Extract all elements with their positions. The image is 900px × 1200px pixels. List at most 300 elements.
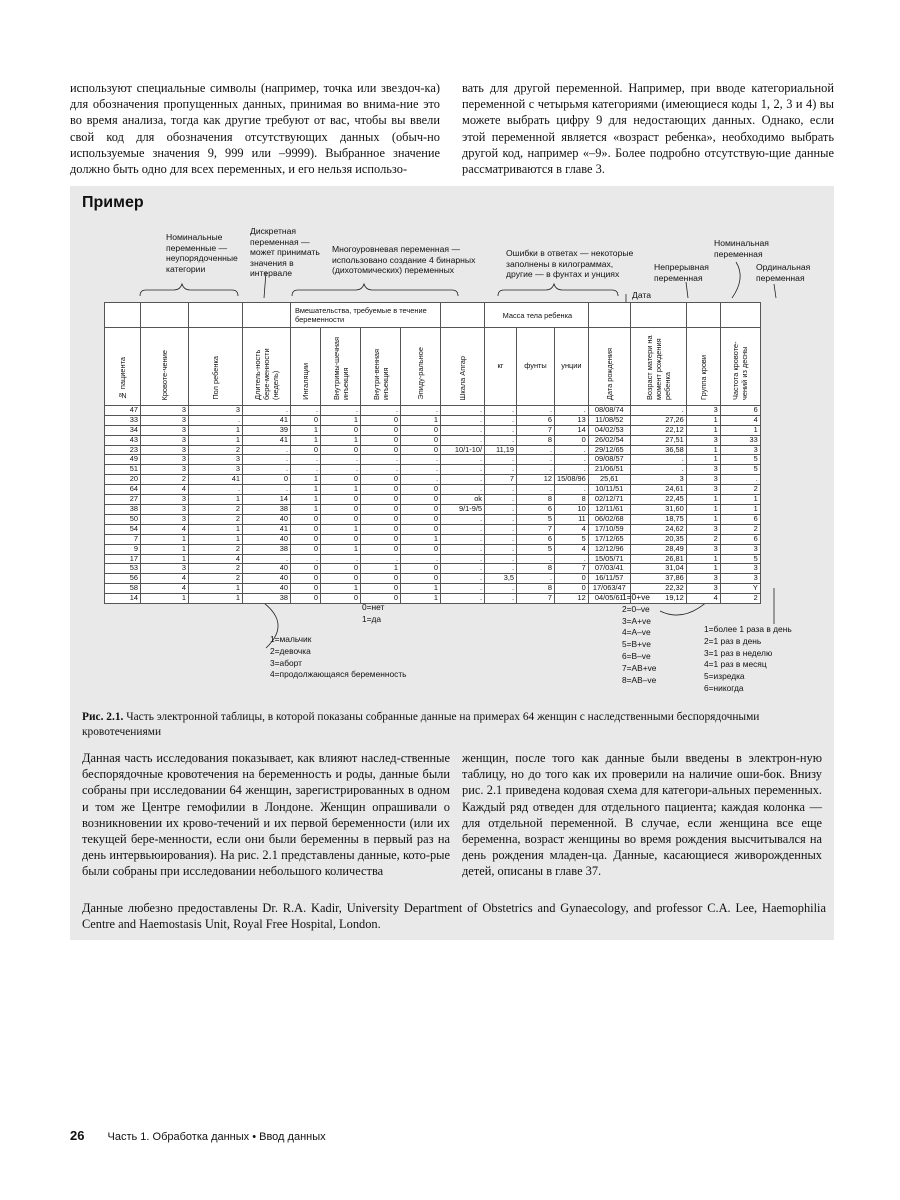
table-cell: .: [720, 475, 760, 485]
table-cell: 3,5: [485, 574, 517, 584]
table-cell: 9: [105, 544, 141, 554]
table-cell: 3: [720, 564, 760, 574]
col-kg: кг: [485, 328, 517, 406]
bracket-nominal: [140, 284, 238, 296]
table-cell: Y: [720, 584, 760, 594]
table-cell: 43: [105, 435, 141, 445]
table-cell: 0: [361, 524, 401, 534]
table-cell: 6: [720, 405, 760, 415]
table-cell: 22,32: [630, 584, 686, 594]
table-cell: 2: [141, 475, 189, 485]
table-cell: 0: [291, 544, 321, 554]
table-cell: 41: [243, 524, 291, 534]
table-cell: 3: [686, 465, 720, 475]
table-cell: 0: [361, 485, 401, 495]
col-mother-age: Возраст матери на момент рождения ребенка: [644, 335, 672, 400]
table-cell: 0: [361, 594, 401, 604]
table-cell: 4: [720, 415, 760, 425]
table-cell: .: [243, 455, 291, 465]
table-row: [105, 415, 761, 425]
table-cell: .: [485, 425, 517, 435]
table-cell: 8: [517, 495, 555, 505]
table-row: [105, 584, 761, 594]
table-cell: 41: [243, 435, 291, 445]
table-cell: .: [485, 584, 517, 594]
table-cell: 3: [141, 495, 189, 505]
table-cell: 5: [720, 554, 760, 564]
table-cell: 1: [291, 504, 321, 514]
legend-item: 1=да: [362, 613, 382, 624]
table-cell: 0: [361, 435, 401, 445]
table-cell: 3: [720, 574, 760, 584]
table-cell: 0: [401, 495, 441, 505]
table-cell: .: [441, 415, 485, 425]
data-credit: Данные любезно предоставлены Dr. R.A. Kadir, University Department of Obstetrics and Gynaecology, and professor C.A. Lee, Haemophilia Centre and Haemostasis Unit, Royal Free Hospital, London.: [82, 901, 826, 931]
table-cell: .: [630, 465, 686, 475]
table-cell: 21/06/51: [588, 465, 630, 475]
table-cell: 3: [141, 455, 189, 465]
table-cell: .: [401, 475, 441, 485]
table-cell: 0: [291, 564, 321, 574]
table-cell: 2: [720, 485, 760, 495]
legend-item: 4=A–ve: [622, 627, 651, 638]
table-cell: 20: [105, 475, 141, 485]
table-cell: .: [441, 485, 485, 495]
legend-blood-group: [622, 592, 656, 686]
table-cell: .: [243, 465, 291, 475]
table-cell: 11,19: [485, 445, 517, 455]
table-cell: 1: [720, 495, 760, 505]
col-apgar: Шкала Апгар: [458, 355, 467, 400]
table-cell: 0: [401, 445, 441, 455]
column-header-row: [105, 328, 761, 406]
table-cell: 1: [401, 584, 441, 594]
table-cell: 50: [105, 514, 141, 524]
table-cell: 3: [141, 435, 189, 445]
table-cell: .: [485, 415, 517, 425]
table-cell: 2: [686, 534, 720, 544]
table-cell: 4: [189, 554, 243, 564]
annotation-date: Дата: [632, 290, 652, 300]
table-cell: 1: [321, 584, 361, 594]
table-cell: 5: [720, 465, 760, 475]
table-cell: 0: [361, 514, 401, 524]
table-cell: .: [441, 435, 485, 445]
table-cell: 1: [189, 425, 243, 435]
table-cell: 6: [720, 514, 760, 524]
table-cell: 4: [555, 544, 589, 554]
annotation-discrete: Дискретная переменная — может принимать значения в интервале: [250, 226, 320, 278]
table-cell: 1: [686, 504, 720, 514]
table-cell: 6: [517, 534, 555, 544]
table-row: [105, 405, 761, 415]
table-cell: .: [630, 405, 686, 415]
table-cell: 0: [401, 544, 441, 554]
table-cell: .: [485, 514, 517, 524]
col-blood-group: Группа крови: [698, 355, 708, 400]
table-cell: 12/11/61: [588, 504, 630, 514]
table-cell: .: [401, 465, 441, 475]
table-cell: 24,61: [630, 485, 686, 495]
table-cell: 4: [141, 584, 189, 594]
table-cell: 1: [686, 514, 720, 524]
table-cell: .: [189, 485, 243, 495]
table-cell: 1: [686, 564, 720, 574]
table-cell: 1: [720, 425, 760, 435]
table-cell: .: [555, 445, 589, 455]
table-cell: 18,75: [630, 514, 686, 524]
caption-label: Рис. 2.1.: [82, 711, 124, 723]
table-cell: .: [441, 524, 485, 534]
table-cell: 17: [105, 554, 141, 564]
table-cell: 1: [686, 455, 720, 465]
table-cell: 0: [361, 584, 401, 594]
table-cell: 3: [141, 425, 189, 435]
table-cell: .: [517, 485, 555, 495]
table-cell: 06/02/68: [588, 514, 630, 524]
arrow-discrete: [264, 272, 266, 298]
table-cell: 08/08/74: [588, 405, 630, 415]
table-cell: 27,26: [630, 415, 686, 425]
table-cell: 22,12: [630, 425, 686, 435]
caption-text: Часть электронной таблицы, в которой показаны собранные данные на примерах 64 женщин с наследственными беспорядочными кровотечениями: [82, 711, 760, 738]
table-cell: 12: [555, 594, 589, 604]
table-cell: 3: [686, 485, 720, 495]
table-cell: 1: [189, 495, 243, 505]
table-cell: 0: [321, 534, 361, 544]
spreadsheet-table: [104, 302, 761, 604]
table-cell: 0: [291, 574, 321, 584]
arrow-continuous: [686, 282, 688, 298]
table-cell: 02/12/71: [588, 495, 630, 505]
table-cell: .: [485, 504, 517, 514]
table-cell: 23: [105, 445, 141, 455]
table-cell: 0: [555, 574, 589, 584]
col-gum-bleed: Частота кровоте-чений из десны: [731, 341, 750, 400]
table-cell: 29/12/65: [588, 445, 630, 455]
table-cell: 1: [686, 495, 720, 505]
table-cell: .: [485, 405, 517, 415]
table-cell: 54: [105, 524, 141, 534]
top-left-paragraph: используют специальные символы (например, точка или звездоч-ка) для обозначения пропущенных данных, принимая во внима-ние это во время анализа, тогда как другие требуют от вас, чтобы вы ввели свой код для обозначения отсутствующих данных (обыч-но используемые значения 9, 999 или –9999). Выбранное значение должно быть одно для всех переменных, и его нельзя использо-: [70, 81, 440, 177]
table-cell: 5: [517, 544, 555, 554]
table-row: [105, 524, 761, 534]
table-cell: 27: [105, 495, 141, 505]
legend-gum-bleed: [704, 624, 792, 695]
table-cell: 7: [517, 425, 555, 435]
table-cell: .: [401, 455, 441, 465]
table-cell: .: [243, 445, 291, 455]
bracket-multilevel: [292, 284, 458, 296]
table-cell: .: [361, 554, 401, 564]
annotation-nominal-2: Номинальная переменная: [714, 238, 769, 259]
table-cell: 1: [720, 504, 760, 514]
table-cell: .: [321, 465, 361, 475]
table-cell: 04/05/61: [588, 594, 630, 604]
legend-binary: [362, 602, 384, 626]
table-cell: 3: [686, 435, 720, 445]
annotation-continuous: Непрерывная переменная: [654, 262, 709, 283]
table-cell: 3: [686, 544, 720, 554]
table-cell: 0: [361, 544, 401, 554]
table-cell: 7: [555, 564, 589, 574]
legend-sex: [270, 634, 407, 681]
legend-item: 3=A+ve: [622, 615, 651, 626]
table-cell: 0: [401, 524, 441, 534]
table-cell: 09/08/57: [588, 455, 630, 465]
table-row: [105, 445, 761, 455]
table-cell: .: [441, 584, 485, 594]
page-number: 26: [70, 1128, 85, 1143]
table-cell: .: [485, 485, 517, 495]
table-cell: 19,12: [630, 594, 686, 604]
table-cell: 1: [321, 435, 361, 445]
table-cell: .: [401, 554, 441, 564]
table-cell: 10/11/51: [588, 485, 630, 495]
table-cell: 11/08/52: [588, 415, 630, 425]
table-cell: .: [291, 455, 321, 465]
legend-item: 4=1 раз в месяц: [704, 659, 767, 670]
table-cell: 1: [321, 485, 361, 495]
table-cell: 3: [141, 564, 189, 574]
table-cell: 51: [105, 465, 141, 475]
table-cell: 40: [243, 584, 291, 594]
table-cell: 3: [686, 584, 720, 594]
table-cell: 13: [555, 415, 589, 425]
table-cell: 04/02/53: [588, 425, 630, 435]
table-cell: .: [291, 554, 321, 564]
table-cell: 0: [401, 504, 441, 514]
table-cell: .: [441, 594, 485, 604]
table-cell: 1: [141, 554, 189, 564]
table-cell: 8: [517, 564, 555, 574]
table-cell: 0: [321, 425, 361, 435]
col-oz: унции: [555, 328, 589, 406]
table-cell: .: [361, 455, 401, 465]
col-epidural: Эпиду-ральное: [416, 347, 425, 400]
table-cell: 39: [243, 425, 291, 435]
table-cell: 3: [141, 445, 189, 455]
table-cell: .: [291, 465, 321, 475]
table-cell: .: [517, 554, 555, 564]
table-cell: 33: [720, 435, 760, 445]
table-cell: .: [441, 534, 485, 544]
table-cell: .: [189, 415, 243, 425]
table-cell: 10: [555, 504, 589, 514]
table-cell: 0: [321, 445, 361, 455]
table-cell: 40: [243, 564, 291, 574]
table-cell: .: [555, 485, 589, 495]
table-cell: .: [485, 524, 517, 534]
table-cell: 5: [720, 455, 760, 465]
page-footer: [70, 1128, 326, 1143]
table-cell: .: [361, 465, 401, 475]
table-cell: 8: [517, 435, 555, 445]
table-row: [105, 425, 761, 435]
table-cell: 24,62: [630, 524, 686, 534]
table-cell: 41: [243, 415, 291, 425]
table-cell: 1: [291, 435, 321, 445]
table-row: [105, 534, 761, 544]
table-cell: .: [441, 574, 485, 584]
table-cell: 1: [141, 544, 189, 554]
col-inhalation: Ингаляции: [301, 363, 310, 400]
table-cell: 1: [686, 425, 720, 435]
table-cell: 12/12/96: [588, 544, 630, 554]
table-cell: 31,60: [630, 504, 686, 514]
table-cell: 10/1-10/: [441, 445, 485, 455]
arrow-ordinal: [774, 284, 776, 298]
table-cell: .: [243, 485, 291, 495]
col-dob: Дата рождения: [604, 347, 614, 400]
table-cell: 3: [686, 574, 720, 584]
table-cell: 25,61: [588, 475, 630, 485]
table-cell: 1: [291, 495, 321, 505]
table-row: [105, 485, 761, 495]
col-lb: фунты: [517, 328, 555, 406]
table-cell: 15/08/96: [555, 475, 589, 485]
table-cell: 4: [141, 485, 189, 495]
table-cell: 3: [630, 475, 686, 485]
table-cell: 40: [243, 574, 291, 584]
annotation-multilevel: Многоуровневая переменная — использовано создание 4 бинарных (дихотомических) переменных: [332, 244, 476, 275]
table-cell: 2: [189, 504, 243, 514]
table-cell: 6: [720, 534, 760, 544]
table-row: [105, 594, 761, 604]
top-right-paragraph: вать для другой переменной. Например, при вводе категориальной переменной с четырьмя категориями (имеющиеся коды 1, 2, 3 и 4) вы можете выбрать цифру 9 для недостающих данных. Однако, если этой переменной является «возраст ребенка», необходимо выбрать другой код, например «–9». Более подробно отсутствую-щие данные рассматриваются в главе 3.: [462, 81, 834, 177]
table-cell: .: [485, 554, 517, 564]
table-row: [105, 435, 761, 445]
table-cell: 0: [243, 475, 291, 485]
table-cell: 22,45: [630, 495, 686, 505]
group-weight: Масса тела ребенка: [485, 303, 589, 328]
group-header-row: [105, 303, 761, 328]
table-cell: 0: [361, 425, 401, 435]
legend-item: 7=AB+ve: [622, 662, 657, 673]
table-cell: 3: [686, 405, 720, 415]
table-cell: .: [485, 455, 517, 465]
table-cell: 07/03/41: [588, 564, 630, 574]
table-cell: 12: [517, 475, 555, 485]
table-cell: 37,86: [630, 574, 686, 584]
table-cell: .: [441, 514, 485, 524]
table-cell: 0: [321, 564, 361, 574]
table-cell: .: [441, 455, 485, 465]
table-cell: .: [441, 475, 485, 485]
group-interventions: Вмешательства, требуемые в течение беременности: [291, 303, 441, 328]
table-cell: 3: [189, 465, 243, 475]
table-row: [105, 504, 761, 514]
table-cell: 58: [105, 584, 141, 594]
table-cell: 40: [243, 534, 291, 544]
arrow-nominal2: [732, 262, 740, 298]
table-cell: .: [361, 405, 401, 415]
table-cell: .: [401, 405, 441, 415]
legend-item: 1=0+ve: [622, 592, 650, 602]
table-cell: 36,58: [630, 445, 686, 455]
table-row: [105, 514, 761, 524]
table-cell: 1: [189, 524, 243, 534]
table-cell: 15/05/71: [588, 554, 630, 564]
table-cell: .: [555, 455, 589, 465]
table-cell: 1: [291, 425, 321, 435]
table-cell: .: [485, 594, 517, 604]
table-cell: 1: [321, 415, 361, 425]
table-cell: 0: [555, 584, 589, 594]
table-cell: 1: [189, 594, 243, 604]
table-cell: 38: [243, 594, 291, 604]
table-cell: 14: [243, 495, 291, 505]
table-cell: 1: [401, 594, 441, 604]
body-right-paragraph: женщин, после того как данные были введены в электрон-ную таблицу, но до того как их проверили на наличие оши-бок. Внизу рис. 2.1 приведена кодовая схема для категори-альных переменных. Каждый ряд отведен для отдельного пациента; каждая колонка — для отдельной переменной. В случае, если женщина все еще беременна, возраст женщины во время рождения высчитывался на день рождения младен-ца. Данные, касающиеся живорожденных детей, описаны в главе 37.: [462, 751, 822, 879]
table-cell: 4: [555, 524, 589, 534]
table-cell: 0: [401, 435, 441, 445]
legend-item: 4=продолжающаяся беременность: [270, 669, 407, 680]
table-cell: 7: [517, 594, 555, 604]
table-cell: 1: [321, 524, 361, 534]
table-row: [105, 554, 761, 564]
legend-item: 6=никогда: [704, 682, 744, 693]
table-cell: 0: [321, 594, 361, 604]
table-cell: 5: [517, 514, 555, 524]
table-cell: 1: [291, 485, 321, 495]
table-cell: 1: [361, 564, 401, 574]
legend-item: 5=B+ve: [622, 639, 651, 650]
table-cell: 0: [321, 504, 361, 514]
legend-item: 1=более 1 раза в день: [704, 624, 792, 634]
table-cell: 11: [555, 514, 589, 524]
table-cell: 0: [361, 445, 401, 455]
running-title: Часть 1. Обработка данных • Ввод данных: [107, 1131, 326, 1143]
table-cell: 3: [141, 415, 189, 425]
table-cell: 0: [291, 514, 321, 524]
table-cell: 26,81: [630, 554, 686, 564]
table-cell: .: [555, 465, 589, 475]
table-cell: 7: [517, 524, 555, 534]
table-cell: 2: [189, 574, 243, 584]
table-cell: 2: [189, 544, 243, 554]
table-cell: 38: [105, 504, 141, 514]
table-cell: 3: [720, 445, 760, 455]
legend-item: 0=нет: [362, 602, 385, 612]
table-cell: 0: [361, 574, 401, 584]
table-cell: 3: [141, 465, 189, 475]
spreadsheet-body: [105, 405, 761, 603]
table-cell: 6: [517, 415, 555, 425]
table-cell: 41: [189, 475, 243, 485]
col-im-injection: Внутримы-шечная инъекция: [331, 336, 350, 400]
body-left-paragraph: Данная часть исследования показывает, как влияют наслед-ственные беспорядочные кровотечения на беременность и роды, данные были собраны при исследовании 64 женщин, зарегистрированных в одном и том же Центре гемофилии в Лондоне. Женщин опрашивали о возникновении их крово-течений и их первой беременности (или их текущей бере-менности, если они были беременны в первый раз на день интервьюирования). На рис. 2.1 представлены данные, кото-рые были собраны при исследовании небольшого количества: [82, 751, 450, 879]
table-cell: 2: [189, 445, 243, 455]
table-cell: 1: [189, 534, 243, 544]
table-row: [105, 544, 761, 554]
col-iv-injection: Внутри-венная инъекция: [371, 348, 390, 400]
table-cell: 0: [361, 534, 401, 544]
table-cell: .: [517, 465, 555, 475]
col-gestation: Длитель-ность бере-менности (недель): [253, 348, 280, 400]
table-cell: 0: [291, 594, 321, 604]
table-cell: 0: [555, 435, 589, 445]
table-cell: 1: [686, 554, 720, 564]
table-cell: .: [485, 534, 517, 544]
table-cell: .: [321, 554, 361, 564]
table-cell: .: [441, 564, 485, 574]
table-cell: 1: [189, 435, 243, 445]
table-cell: .: [243, 554, 291, 564]
table-cell: 0: [291, 524, 321, 534]
table-cell: 1: [686, 415, 720, 425]
col-sex: Пол ребенка: [211, 356, 220, 400]
